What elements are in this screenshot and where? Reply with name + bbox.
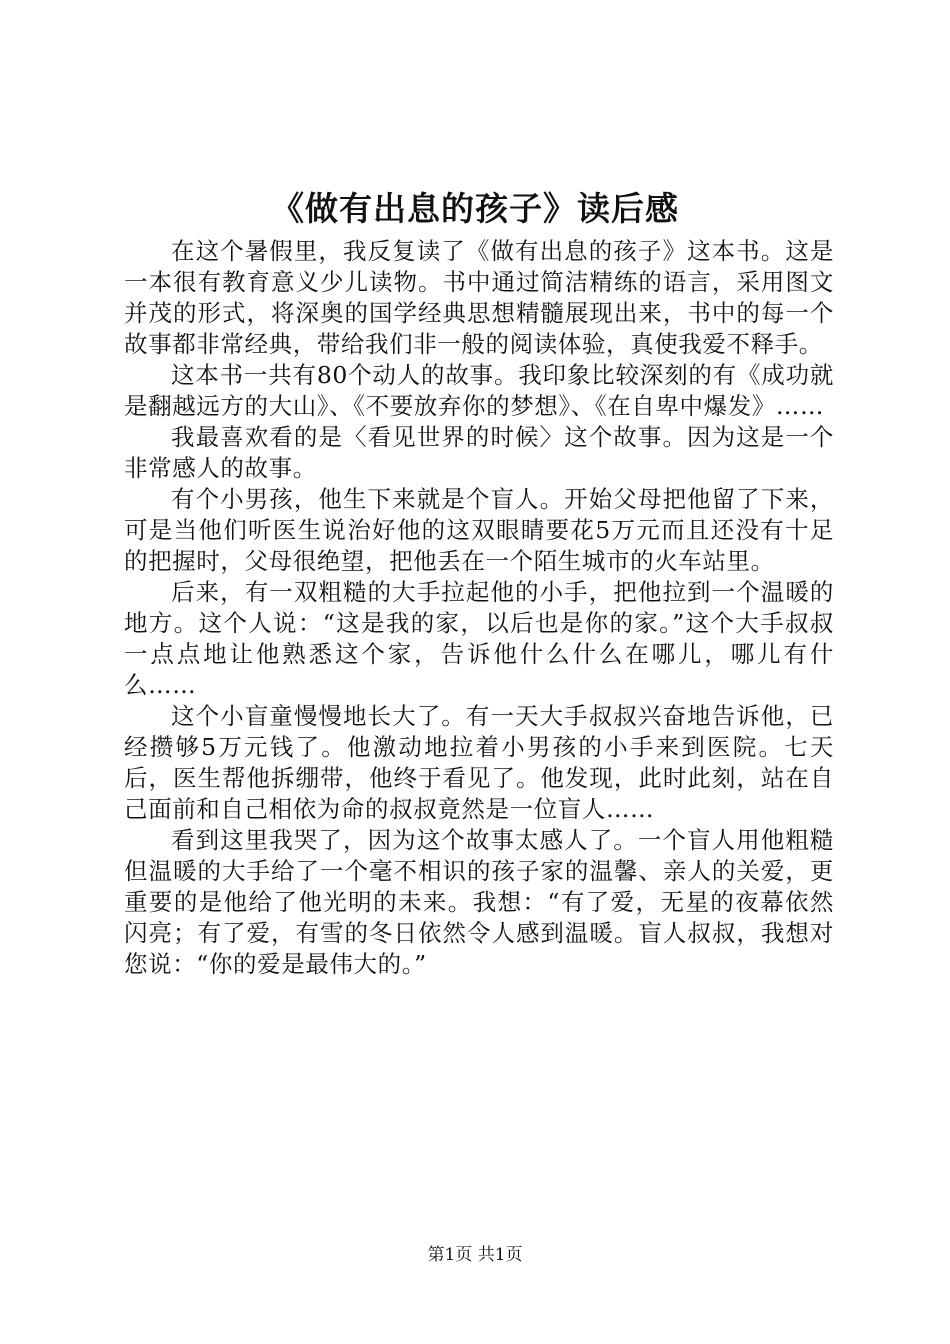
- document-title: 《做有出息的孩子》读后感: [271, 189, 679, 228]
- paragraph: 有个小男孩，他生下来就是个盲人。开始父母把他留了下来，可是当他们听医生说治好他的这双眼睛要花5万元而且还没有十足的把握时，父母很绝望，把他丢在一个陌生城市的火车站里。: [124, 485, 834, 575]
- document-body: [124, 236, 834, 980]
- paragraph: 在这个暑假里，我反复读了《做有出息的孩子》这本书。这是一本很有教育意义少儿读物。书中通过简洁精练的语言，采用图文并茂的形式，将深奥的国学经典思想精髓展现出来，书中的每一个故事都非常经典，带给我们非一般的阅读体验，真使我爱不释手。: [124, 237, 834, 358]
- paragraph: 这个小盲童慢慢地长大了。有一天大手叔叔兴奋地告诉他，已经攒够5万元钱了。他激动地拉着小男孩的小手来到医院。七天后，医生帮他拆绷带，他终于看见了。他发现，此时此刻，站在自己面前和自己相依为命的叔叔竟然是一位盲人……: [124, 702, 834, 823]
- paragraph: 看到这里我哭了，因为这个故事太感人了。一个盲人用他粗糙但温暖的大手给了一个毫不相识的孩子家的温馨、亲人的关爱，更重要的是他给了他光明的未来。我想：“有了爱，无星的夜幕依然闪亮；有了爱，有雪的冬日依然令人感到温暖。盲人叔叔，我想对您说：“你的爱是最伟大的。”: [124, 826, 834, 978]
- page-footer: 第1页 共1页: [427, 1245, 523, 1265]
- paragraph: 我最喜欢看的是〈看见世界的时候〉这个故事。因为这是一个非常感人的故事。: [124, 423, 834, 482]
- paragraph: 这本书一共有80个动人的故事。我印象比较深刻的有《成功就是翻越远方的大山》、《不要放弃你的梦想》、《在自卑中爆发》……: [124, 361, 834, 420]
- paragraph: 后来，有一双粗糙的大手拉起他的小手，把他拉到一个温暖的地方。这个人说：“这是我的家，以后也是你的家。”这个大手叔叔一点点地让他熟悉这个家，告诉他什么什么在哪儿，哪儿有什么……: [124, 578, 834, 699]
